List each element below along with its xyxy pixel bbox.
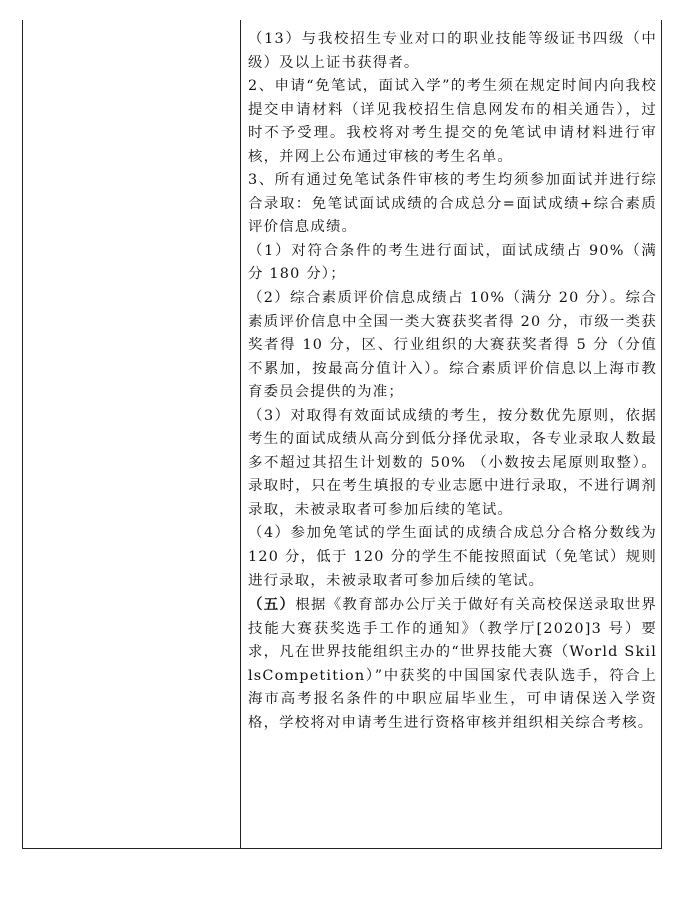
paragraph-certificate: （13）与我校招生专业对口的职业技能等级证书四级（中级）及以上证书获得者。: [248, 31, 657, 71]
paragraph-quality-evaluation: （2）综合素质评价信息成绩占 10%（满分 20 分）。综合素质评价信息中全国一类大赛获奖者得 20 分，市级一类获奖者得 10 分，区、行业组织的大赛获奖者得 5 分（分值不累加，按最高分值计入）。综合素质评价信息以上海市教育委员会提供的为准；: [248, 290, 657, 401]
paragraph-world-skills-lead: （五）: [248, 596, 296, 614]
table-frame: [22, 20, 662, 849]
paragraph-passing-score: （4）参加免笔试的学生面试的成绩合成总分合格分数线为 120 分，低于 120 分的学生不能按照面试（免笔试）规则进行录取，未被录取者可参加后续的笔试。: [248, 525, 657, 589]
paragraph-world-skills-text: 根据《教育部办公厅关于做好有关高校保送录取世界技能大赛获奖选手工作的通知》（教学厅[2020]3 号）要求，凡在世界技能组织主办的“世界技能大赛（World SkillsCompetition）”中获奖的中国国家代表队选手，符合上海市高考报名条件的中职应届毕业生，可申请保送入学资格，学校将对申请考生进行资格审核并组织相关综合考核。: [248, 597, 657, 731]
paragraph-admission-rule: （3）对取得有效面试成绩的考生，按分数优先原则，依据考生的面试成绩从高分到低分择优录取，各专业录取人数最多不超过其招生计划数的 50% （小数按去尾原则取整）。录取时，只在考生填报的专业志愿中进行录取，不进行调剂录取，未被录取者可参加后续的笔试。: [248, 407, 657, 518]
paragraph-world-skills: [248, 593, 657, 735]
paragraph-application: 2、申请“免笔试，面试入学”的考生须在规定时间内向我校提交申请材料（详见我校招生信息网发布的相关通告），过时不予受理。我校将对考生提交的免笔试申请材料进行审核，并网上公布通过审核的考生名单。: [248, 78, 657, 165]
table-right-cell: [241, 20, 661, 848]
paragraph-comprehensive-admission: 3、所有通过免笔试条件审核的考生均须参加面试并进行综合录取：免笔试面试成绩的合成总分=面试成绩+综合素质评价信息成绩。: [248, 172, 657, 236]
paragraph-interview-score: （1）对符合条件的考生进行面试，面试成绩占 90%（满分 180 分）；: [248, 242, 657, 283]
table-left-cell: [23, 20, 241, 848]
